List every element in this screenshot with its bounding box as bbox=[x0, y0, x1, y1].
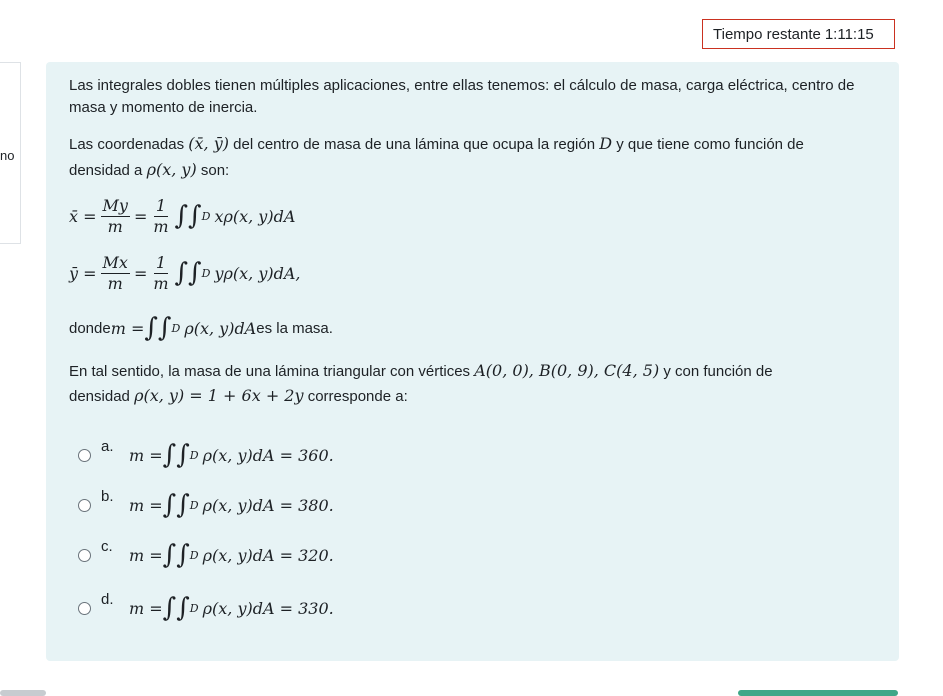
answer-option-b[interactable] bbox=[78, 480, 334, 530]
timer-value: 1:11:15 bbox=[824, 25, 874, 43]
problem-line-2: densidad ρ(x, y) = 1 + 6x + 2y corresponde a: bbox=[69, 386, 408, 405]
intro-text: Las integrales dobles tienen múltiples aplicaciones, entre ellas tenemos: el cálculo de masa, carga eléctrica, centro de masa y momento de inercia. bbox=[69, 77, 855, 116]
equation-y-bar: ȳ = $\frac{Mx}{m}$ = $\frac{1}{m}$ ∫∫ D yρ(x, y)dA, bbox=[69, 252, 301, 293]
timer-label: Tiempo restante bbox=[713, 25, 821, 43]
timer-box bbox=[702, 19, 895, 49]
density-symbol: ρ(x, y) bbox=[146, 160, 197, 179]
coords-line-1: Las coordenadas (x̄, ȳ) del centro de masa de una lámina que ocupa la región D y que tiene como función de bbox=[69, 134, 804, 153]
side-panel-fragment: no bbox=[0, 148, 15, 163]
radio-button-d[interactable] bbox=[78, 602, 91, 615]
double-integral-sign: ∫∫ bbox=[174, 201, 202, 231]
radio-button-c[interactable] bbox=[78, 549, 91, 562]
mass-definition: donde m = ∫∫ D ρ(x, y)dA es la masa. bbox=[69, 313, 333, 343]
density-function: ρ(x, y) = 1 + 6x + 2y bbox=[134, 386, 304, 405]
problem-line-1: En tal sentido, la masa de una lámina triangular con vértices A(0, 0), B(0, 9), C(4, 5) y con función de bbox=[69, 361, 773, 380]
double-integral-sign: ∫∫ bbox=[162, 540, 190, 570]
center-of-mass-symbol: (x̄, ȳ) bbox=[188, 134, 229, 153]
option-letter: c. bbox=[101, 538, 113, 555]
answer-option-a[interactable] bbox=[78, 430, 334, 480]
equation-x-bar: x̄ = $\frac{My}{m}$ = $\frac{1}{m}$ ∫∫ D xρ(x, y)dA bbox=[69, 195, 296, 236]
double-integral-sign: ∫∫ bbox=[162, 593, 190, 623]
radio-button-a[interactable] bbox=[78, 449, 91, 462]
option-letter: a. bbox=[101, 438, 114, 455]
next-page-button-edge[interactable] bbox=[738, 690, 898, 696]
question-text-box bbox=[46, 62, 899, 661]
radio-button-b[interactable] bbox=[78, 499, 91, 512]
region-symbol: D bbox=[599, 134, 613, 153]
option-letter: d. bbox=[101, 591, 114, 608]
option-letter: b. bbox=[101, 488, 114, 505]
answer-option-d[interactable] bbox=[78, 583, 334, 633]
option-formula: m = ∫∫ D ρ(x, y)dA = 320. bbox=[129, 540, 334, 570]
double-integral-sign: ∫∫ bbox=[162, 440, 190, 470]
double-integral-sign: ∫∫ bbox=[162, 490, 190, 520]
double-integral-sign: ∫∫ bbox=[174, 258, 202, 288]
previous-page-button-edge[interactable] bbox=[0, 690, 46, 696]
double-integral-sign: ∫∫ bbox=[144, 313, 172, 343]
option-formula: m = ∫∫ D ρ(x, y)dA = 380. bbox=[129, 490, 334, 520]
option-formula: m = ∫∫ D ρ(x, y)dA = 330. bbox=[129, 593, 334, 623]
option-formula: m = ∫∫ D ρ(x, y)dA = 360. bbox=[129, 440, 334, 470]
vertices: A(0, 0), B(0, 9), C(4, 5) bbox=[474, 361, 660, 380]
answer-option-c[interactable] bbox=[78, 530, 334, 580]
coords-line-2: densidad a ρ(x, y) son: bbox=[69, 160, 230, 179]
